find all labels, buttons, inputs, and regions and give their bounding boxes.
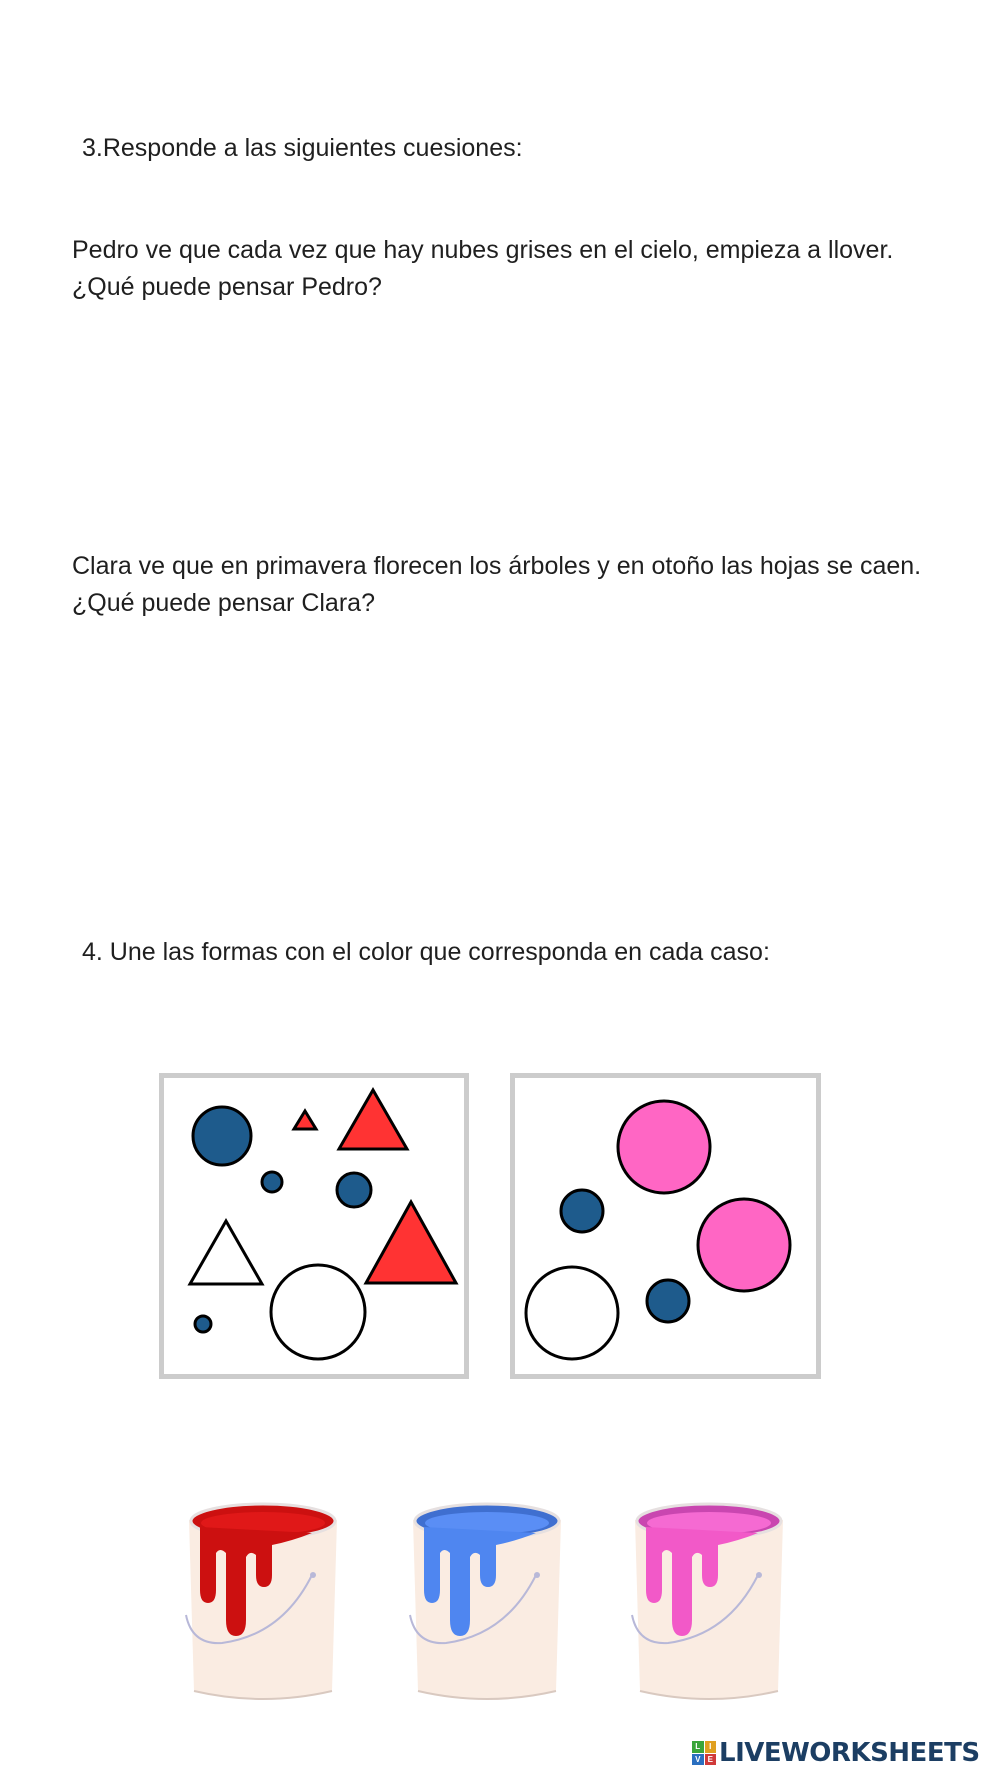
- tiny-blue-circle-shape[interactable]: [262, 1172, 282, 1192]
- red-triangle-shape[interactable]: [339, 1090, 407, 1149]
- dot-blue-circle-shape[interactable]: [195, 1316, 211, 1332]
- large-red-triangle-shape[interactable]: [366, 1202, 456, 1283]
- small-red-triangle-shape[interactable]: [294, 1111, 316, 1129]
- question-3-heading: 3.Responde a las siguientes cuesiones:: [82, 134, 523, 162]
- shapes-panel-right[interactable]: [510, 1073, 821, 1379]
- small-blue-circle-shape[interactable]: [337, 1173, 371, 1207]
- white-circle-shape[interactable]: [271, 1265, 365, 1359]
- white-triangle-shape[interactable]: [190, 1221, 262, 1284]
- liveworksheets-logo-icon: [692, 1741, 716, 1765]
- small-blue-circle-shape[interactable]: [647, 1280, 689, 1322]
- logo-mark-letter: E: [705, 1754, 717, 1766]
- logo-text: LIVEWORKSHEETS: [719, 1738, 980, 1768]
- question-4-heading: 4. Une las formas con el color que corresponda en cada caso:: [82, 938, 770, 966]
- blue-circle-shape[interactable]: [193, 1107, 251, 1165]
- liveworksheets-logo: [692, 1737, 980, 1769]
- logo-mark-letter: L: [692, 1741, 704, 1753]
- question-3b-text: Clara ve que en primavera florecen los árboles y en otoño las hojas se caen. ¿Qué puede pensar Clara?: [72, 552, 922, 617]
- pink-paint-bucket-icon[interactable]: [628, 1495, 790, 1705]
- logo-mark-letter: V: [692, 1754, 704, 1766]
- pink-circle-shape[interactable]: [698, 1199, 790, 1291]
- white-circle-shape[interactable]: [526, 1267, 618, 1359]
- red-paint-bucket-icon[interactable]: [182, 1495, 344, 1705]
- small-blue-circle-shape[interactable]: [561, 1190, 603, 1232]
- shapes-panel-left[interactable]: [159, 1073, 469, 1379]
- blue-paint-bucket-icon[interactable]: [406, 1495, 568, 1705]
- logo-mark-letter: I: [705, 1741, 717, 1753]
- pink-circle-shape[interactable]: [618, 1101, 710, 1193]
- question-3a-text: Pedro ve que cada vez que hay nubes grises en el cielo, empieza a llover. ¿Qué puede pensar Pedro?: [72, 236, 894, 301]
